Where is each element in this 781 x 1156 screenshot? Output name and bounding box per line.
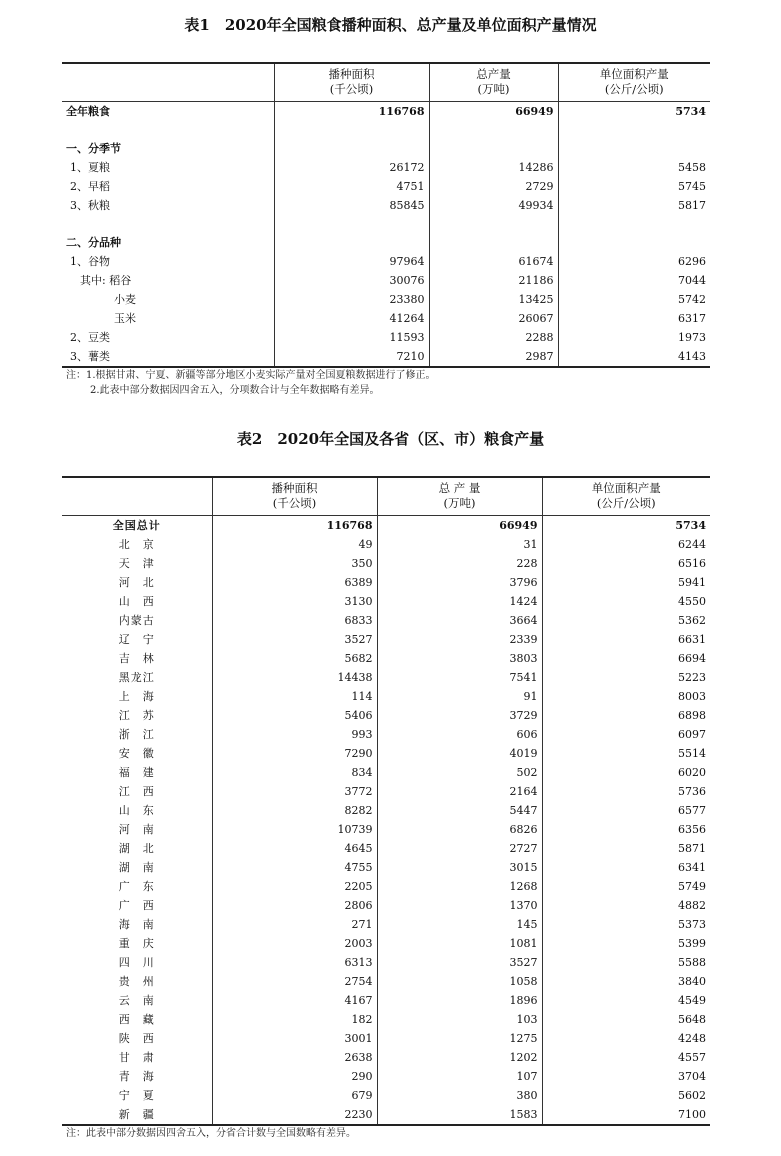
table2-province-row [62,877,710,896]
cell-yield: 7044 [558,271,710,290]
cell-area: 3527 [212,630,377,649]
cell-yield: 1973 [558,328,710,347]
cell-yield: 6020 [542,763,710,782]
cell-output: 91 [377,687,542,706]
cell-area: 30076 [274,271,429,290]
row-label: 江 苏 [118,708,155,722]
row-label: 新 疆 [118,1107,155,1121]
cell-output: 2164 [377,782,542,801]
cell-area: 2003 [212,934,377,953]
cell-yield: 5223 [542,668,710,687]
cell-yield: 5399 [542,934,710,953]
cell-area: 182 [212,1010,377,1029]
row-label: 黑龙江 [118,670,155,684]
row-label: 西 藏 [118,1012,155,1026]
table1-header-yield: 单位面积产量 (公斤/公顷) [558,63,710,101]
cell-area: 2806 [212,896,377,915]
cell-output: 1268 [377,877,542,896]
cell-area: 5682 [212,649,377,668]
table2-province-row [62,630,710,649]
table2-title: 表2 2020年全国及各省（区、市）粮食产量 [236,430,545,448]
table2-province-row [62,1029,710,1048]
table2-header-yield: 单位面积产量 (公斤/公顷) [542,477,710,515]
cell-area: 10739 [212,820,377,839]
cell-area: 290 [212,1067,377,1086]
cell-yield: 5817 [558,196,710,215]
cell-output: 3664 [377,611,542,630]
row-label: 全年粮食 [66,104,110,118]
table1-season-row [62,158,710,177]
cell-area: 23380 [274,290,429,309]
cell-yield: 6516 [542,554,710,573]
row-label: 小麦 [114,292,136,306]
cell-yield: 5871 [542,839,710,858]
table1-section-season [62,139,710,158]
table2-province-row [62,611,710,630]
table1-grain-summary [62,62,710,368]
table1-title: 表1 2020年全国粮食播种面积、总产量及单位面积产量情况 [184,16,597,34]
cell-area: 679 [212,1086,377,1105]
cell-area: 14438 [212,668,377,687]
cell-output: 1583 [377,1105,542,1125]
table2-province-row [62,668,710,687]
row-label: 四 川 [118,955,155,969]
table2-province-row [62,991,710,1010]
cell-area: 116768 [274,101,429,121]
cell-area: 11593 [274,328,429,347]
table1-header-output: 总产量 (万吨) [429,63,558,101]
row-label: 2、豆类 [70,330,110,344]
cell-output: 145 [377,915,542,934]
table2-province-row [62,915,710,934]
cell-area: 993 [212,725,377,744]
cell-output: 4019 [377,744,542,763]
row-label: 甘 肃 [118,1050,155,1064]
cell-output: 49934 [429,196,558,215]
cell-output: 2729 [429,177,558,196]
cell-area: 4751 [274,177,429,196]
cell-area: 26172 [274,158,429,177]
table2-header-blank [62,477,212,515]
cell-area: 85845 [274,196,429,215]
cell-output: 2987 [429,347,558,367]
cell-output: 7541 [377,668,542,687]
cell-yield: 6244 [542,535,710,554]
row-label: 河 北 [118,575,155,589]
row-label: 贵 州 [118,974,155,988]
table2-province-row [62,554,710,573]
cell-yield: 4557 [542,1048,710,1067]
cell-area: 114 [212,687,377,706]
table2-province-row [62,687,710,706]
row-label: 浙 江 [118,727,155,741]
row-label: 其中: 稻谷 [80,273,132,287]
row-label: 天 津 [118,556,155,570]
cell-yield: 5373 [542,915,710,934]
cell-output: 66949 [429,101,558,121]
table2-total-row [62,515,710,535]
row-label: 广 东 [118,879,155,893]
cell-yield: 4550 [542,592,710,611]
cell-output: 31 [377,535,542,554]
table2-province-row [62,1010,710,1029]
cell-output: 6826 [377,820,542,839]
cell-yield: 6694 [542,649,710,668]
row-label: 安 徽 [118,746,155,760]
row-label: 上 海 [118,689,155,703]
cell-area: 4645 [212,839,377,858]
table1-variety-row [62,328,710,347]
cell-yield: 5941 [542,573,710,592]
table2-province-row [62,744,710,763]
cell-area: 8282 [212,801,377,820]
row-label: 河 南 [118,822,155,836]
cell-area: 2754 [212,972,377,991]
cell-output: 380 [377,1086,542,1105]
cell-yield: 5736 [542,782,710,801]
cell-yield: 6317 [558,309,710,328]
table1-variety-row [62,252,710,271]
cell-area: 2230 [212,1105,377,1125]
cell-output: 1081 [377,934,542,953]
cell-output: 1896 [377,991,542,1010]
table2-province-row [62,953,710,972]
table2-province-row [62,972,710,991]
cell-output: 21186 [429,271,558,290]
row-label: 内蒙古 [118,613,155,627]
cell-area: 5406 [212,706,377,725]
cell-output: 2339 [377,630,542,649]
cell-area: 3772 [212,782,377,801]
cell-output: 107 [377,1067,542,1086]
row-label: 辽 宁 [118,632,155,646]
cell-area: 116768 [212,515,377,535]
row-label: 吉 林 [118,651,155,665]
row-label: 福 建 [118,765,155,779]
cell-output: 3015 [377,858,542,877]
cell-yield: 6097 [542,725,710,744]
table2-province-row [62,1105,710,1125]
cell-yield: 5745 [558,177,710,196]
row-label: 北 京 [118,537,155,551]
cell-output: 61674 [429,252,558,271]
table1-header-row [62,63,710,101]
row-label: 青 海 [118,1069,155,1083]
cell-output: 228 [377,554,542,573]
table1-note-2: 2.此表中部分数据因四舍五入，分项数合计与全年数据略有差异。 [90,385,380,396]
row-label: 1、夏粮 [70,160,110,174]
row-label: 1、谷物 [70,254,110,268]
table2-province-row [62,934,710,953]
table2-note: 注：此表中部分数据因四舍五入，分省合计数与全国数略有差异。 [66,1128,356,1139]
cell-output: 3803 [377,649,542,668]
cell-output: 5447 [377,801,542,820]
cell-area: 271 [212,915,377,934]
cell-output: 13425 [429,290,558,309]
cell-area: 49 [212,535,377,554]
cell-yield: 5362 [542,611,710,630]
row-label: 广 西 [118,898,155,912]
table2-province-row [62,725,710,744]
cell-yield: 5742 [558,290,710,309]
table2-province-row [62,839,710,858]
cell-output: 66949 [377,515,542,535]
row-label: 陕 西 [118,1031,155,1045]
row-label: 重 庆 [118,936,155,950]
cell-output: 3729 [377,706,542,725]
cell-output: 1202 [377,1048,542,1067]
table2-province-row [62,535,710,554]
cell-yield: 5588 [542,953,710,972]
cell-area: 41264 [274,309,429,328]
cell-area: 4167 [212,991,377,1010]
cell-yield: 6296 [558,252,710,271]
cell-area: 350 [212,554,377,573]
table1-total-row [62,101,710,121]
cell-output: 1058 [377,972,542,991]
cell-output: 103 [377,1010,542,1029]
table2-province-row [62,858,710,877]
cell-yield: 5749 [542,877,710,896]
table1-season-row [62,177,710,196]
row-label: 山 东 [118,803,155,817]
table1-variety-row [62,271,710,290]
table2-header-row [62,477,710,515]
table2-header-area: 播种面积 (千公顷) [212,477,377,515]
row-label: 全国总计 [112,518,161,532]
cell-output: 606 [377,725,542,744]
cell-output: 502 [377,763,542,782]
table2-province-row [62,1086,710,1105]
cell-output: 2727 [377,839,542,858]
table1-season-row [62,196,710,215]
cell-output: 3796 [377,573,542,592]
row-label: 宁 夏 [118,1088,155,1102]
table2-province-row [62,1048,710,1067]
cell-output: 1275 [377,1029,542,1048]
cell-output: 26067 [429,309,558,328]
section-label: 二、分品种 [66,235,121,249]
row-label: 湖 北 [118,841,155,855]
cell-area: 97964 [274,252,429,271]
cell-yield: 5514 [542,744,710,763]
cell-area: 6389 [212,573,377,592]
cell-area: 6313 [212,953,377,972]
table1-note-1: 注：1.根据甘肃、宁夏、新疆等部分地区小麦实际产量对全国夏粮数据进行了修正。 [66,370,436,381]
cell-area: 3001 [212,1029,377,1048]
cell-yield: 8003 [542,687,710,706]
cell-yield: 7100 [542,1105,710,1125]
cell-yield: 3840 [542,972,710,991]
cell-output: 1424 [377,592,542,611]
table2-province-row [62,1067,710,1086]
table1-variety-row [62,290,710,309]
table2-province-row [62,573,710,592]
row-label: 3、秋粮 [70,198,110,212]
cell-area: 6833 [212,611,377,630]
cell-yield: 6341 [542,858,710,877]
table1-section-variety [62,233,710,252]
table2-province-row [62,706,710,725]
table2-province-row [62,896,710,915]
cell-yield: 6898 [542,706,710,725]
row-label: 山 西 [118,594,155,608]
table2-header-output: 总 产 量 (万吨) [377,477,542,515]
cell-yield: 4882 [542,896,710,915]
cell-yield: 3704 [542,1067,710,1086]
cell-area: 2638 [212,1048,377,1067]
cell-yield: 4248 [542,1029,710,1048]
cell-yield: 6356 [542,820,710,839]
cell-yield: 4549 [542,991,710,1010]
row-label: 海 南 [118,917,155,931]
row-label: 玉米 [114,311,136,325]
cell-yield: 5734 [558,101,710,121]
cell-output: 14286 [429,158,558,177]
cell-area: 834 [212,763,377,782]
row-label: 江 西 [118,784,155,798]
cell-area: 7210 [274,347,429,367]
table2-province-row [62,820,710,839]
cell-yield: 4143 [558,347,710,367]
cell-yield: 5602 [542,1086,710,1105]
row-label: 湖 南 [118,860,155,874]
cell-yield: 6631 [542,630,710,649]
cell-output: 2288 [429,328,558,347]
row-label: 2、早稻 [70,179,110,193]
cell-area: 4755 [212,858,377,877]
table2-province-row [62,649,710,668]
cell-yield: 5648 [542,1010,710,1029]
table2-province-row [62,801,710,820]
cell-yield: 6577 [542,801,710,820]
cell-yield: 5734 [542,515,710,535]
cell-yield: 5458 [558,158,710,177]
cell-output: 3527 [377,953,542,972]
cell-area: 2205 [212,877,377,896]
section-label: 一、分季节 [66,141,121,155]
table1-header-area: 播种面积 (千公顷) [274,63,429,101]
table1-header-blank [62,63,274,101]
table2-province-row [62,592,710,611]
table2-province-row [62,763,710,782]
table1-variety-row [62,347,710,367]
table2-province-grain [62,476,710,1126]
table2-province-row [62,782,710,801]
cell-output: 1370 [377,896,542,915]
cell-area: 7290 [212,744,377,763]
cell-area: 3130 [212,592,377,611]
table1-variety-row [62,309,710,328]
row-label: 云 南 [118,993,155,1007]
row-label: 3、薯类 [70,349,110,363]
